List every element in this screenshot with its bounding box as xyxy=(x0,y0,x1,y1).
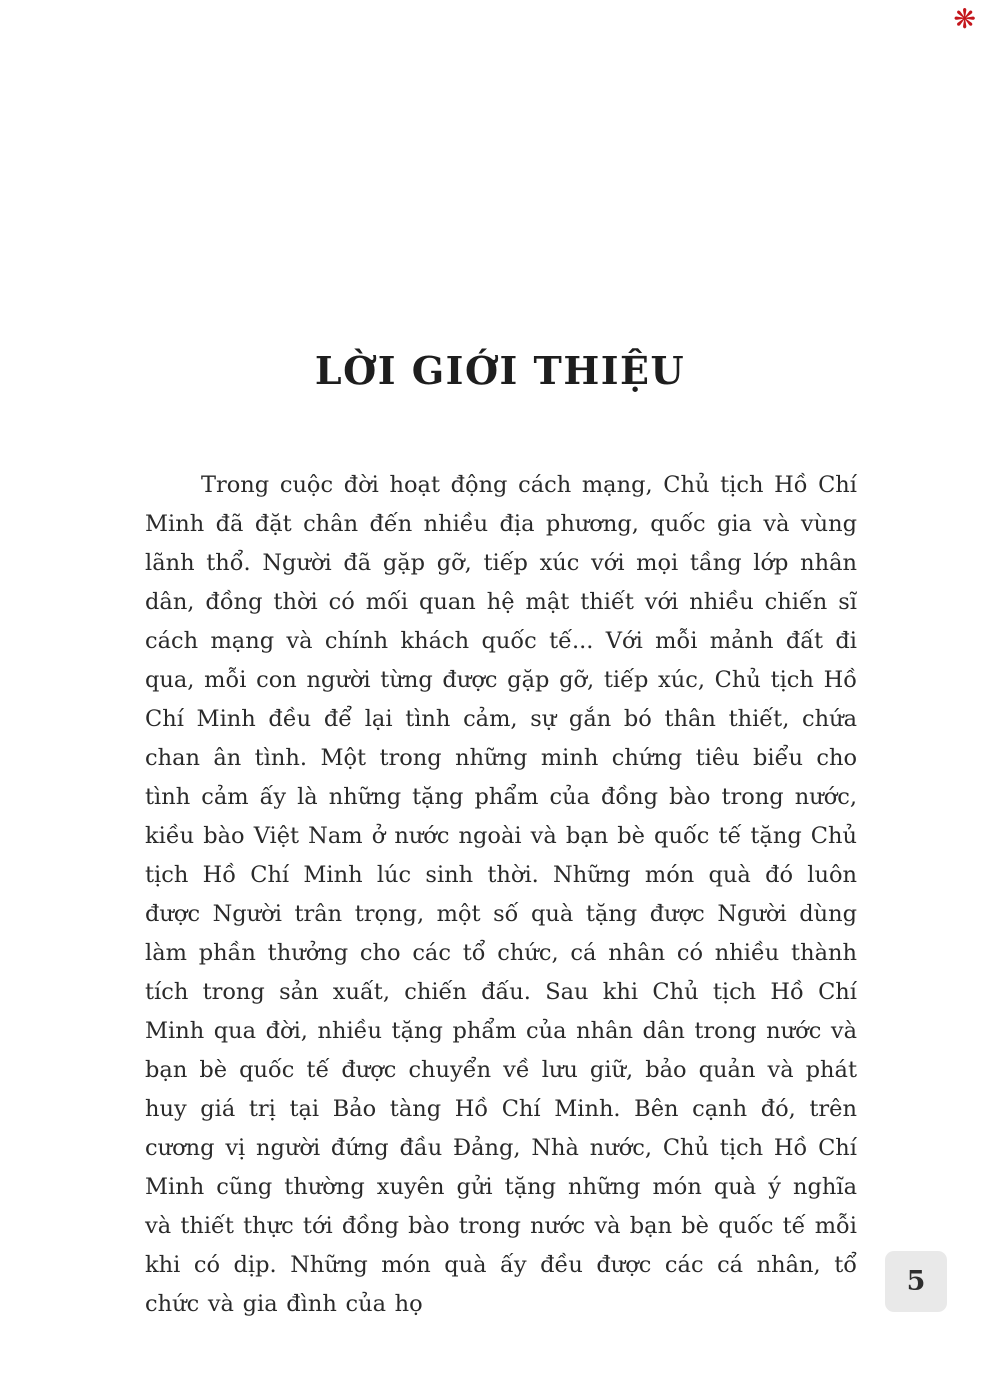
flower-asterisk-icon: ❋ xyxy=(953,4,976,35)
page-title: LỜI GIỚI THIỆU xyxy=(314,348,686,393)
page-number-badge xyxy=(885,1251,947,1312)
page-number: 5 xyxy=(906,1266,926,1297)
body-paragraph: Trong cuộc đời hoạt động cách mạng, Chủ tịch Hồ Chí Minh đã đặt chân đến nhiều địa phương, quốc gia và vùng lãnh thổ. Người đã gặp gỡ, tiếp xúc với mọi tầng lớp nhân dân, đồng thời có mối quan hệ mật thiết với nhiều chiến sĩ cách mạng và chính khách quốc tế... Với mỗi mảnh đất đi qua, mỗi con người từng được gặp gỡ, tiếp xúc, Chủ tịch Hồ Chí Minh đều để lại tình cảm, sự gắn bó thân thiết, chứa chan ân tình. Một trong những minh chứng tiêu biểu cho tình cảm ấy là những tặng phẩm của đồng bào trong nước, kiều bào Việt Nam ở nước ngoài và bạn bè quốc tế tặng Chủ tịch Hồ Chí Minh lúc sinh thời. Những món quà đó luôn được Người trân trọng, một số quà tặng được Người dùng làm phần thưởng cho các tổ chức, cá nhân có nhiều thành tích trong sản xuất, chiến đấu. Sau khi Chủ tịch Hồ Chí Minh qua đời, nhiều tặng phẩm của nhân dân trong nước và bạn bè quốc tế được chuyển về lưu giữ, bảo quản và phát huy giá trị tại Bảo tàng Hồ Chí Minh. Bên cạnh đó, trên cương vị người đứng đầu Đảng, Nhà nước, Chủ tịch Hồ Chí Minh cũng thường xuyên gửi tặng những món quà ý nghĩa và thiết thực tới đồng bào trong nước và bạn bè quốc tế mỗi khi có dịp. Những món quà ấy đều được các cá nhân, tổ chức và gia đình của họ xyxy=(145,472,857,1317)
